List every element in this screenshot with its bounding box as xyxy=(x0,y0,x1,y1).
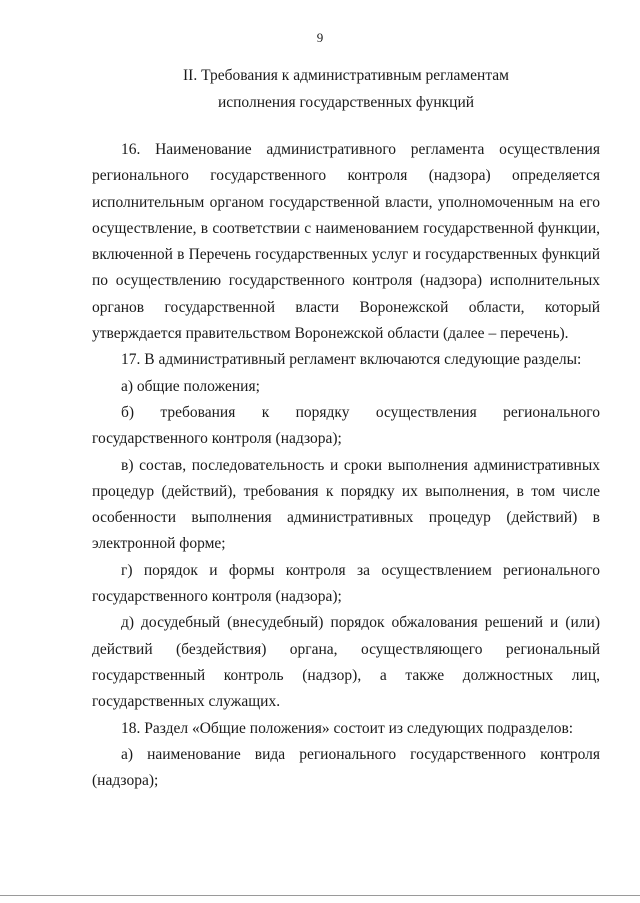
section-heading-line-2: исполнения государственных функций xyxy=(217,94,475,111)
paragraph-17-item-g: г) порядок и формы контроля за осуществлением регионального государственного контроля (надзора); xyxy=(92,561,600,606)
paragraph-17-item-d: д) досудебный (внесудебный) порядок обжалования решений и (или) действий (бездействия) органа, осуществляющего региональный государственный контроль (надзор), а также должностных лиц, государственных служащих. xyxy=(92,614,600,711)
document-body xyxy=(92,137,600,794)
page-number: 9 xyxy=(316,30,324,45)
section-heading xyxy=(92,62,600,116)
paragraph-18-item-a: а) наименование вида регионального государственного контроля (надзора); xyxy=(92,745,600,790)
section-heading-line-1: II. Требования к административным регламентам xyxy=(183,67,509,84)
paragraph-17-item-v: в) состав, последовательность и сроки выполнения административных процедур (действий), требования к порядку их выполнения, в том числе особенности выполнения административных процедур (действий) в электронной форме; xyxy=(92,456,600,553)
page-bottom-edge xyxy=(0,895,640,896)
paragraph-17-item-b: б) требования к порядку осуществления регионального государственного контроля (надзора); xyxy=(92,403,600,448)
paragraph-17: 17. В административный регламент включаются следующие разделы: xyxy=(121,351,582,369)
paragraph-16: 16. Наименование административного регламента осуществления регионального государственного контроля (надзора) определяется исполнительным органом государственной власти, уполномоченным на его осуществление, в соответствии с наименованием государственной функции, включенной в Перечень государственных услуг и государственных функций по осуществлению государственного контроля (надзора) исполнительных органов государственной власти Воронежской области, который утверждается правительством Воронежской области (далее – перечень). xyxy=(92,141,600,343)
paragraph-18: 18. Раздел «Общие положения» состоит из следующих подразделов: xyxy=(121,719,574,737)
paragraph-17-item-a: а) общие положения; xyxy=(121,377,260,395)
